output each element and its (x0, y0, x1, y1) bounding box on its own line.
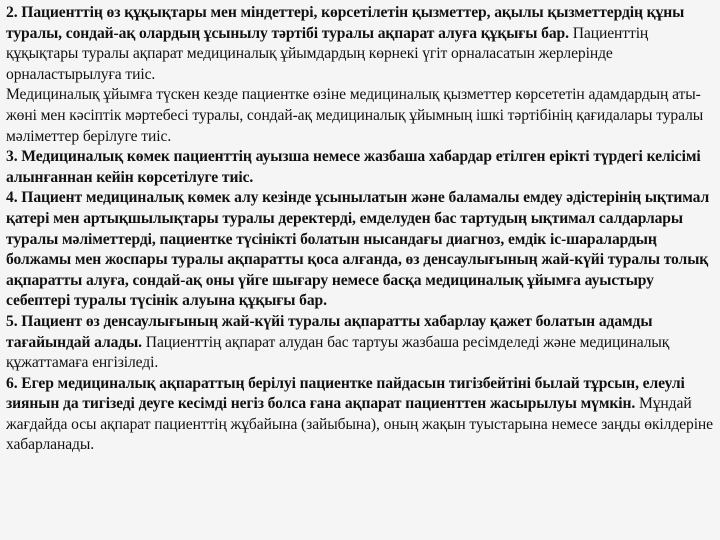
paragraph-text: Мұндай жағдайда осы ақпарат пациенттің жұбайына (зайыбына), оның жақын туыстарына немесе заңды өкілдеріне хабарланады. (6, 395, 713, 454)
paragraph-bold-text: 2. Пациенттің өз құқықтары мен міндеттері, көрсетілетін қызметтер, ақылы қызметтердің құны туралы, сондай-ақ олардың ұсынылу тәртібі туралы ақпарат алуға құқығы бар. (6, 4, 685, 42)
paragraph-bold-text: 6. Егер медициналық ақпараттың берілуі пациентке пайдасын тигізбейтіні былай тұрсын, елеулі зиянын да тигізеді деуге кесімді негіз болса ғана ақпарат пациенттен жасырылуы мүмкін. (6, 374, 685, 413)
paragraph-admission-info (6, 85, 714, 147)
paragraph-text: Пациенттің құқықтары туралы ақпарат медициналық ұйымдардың көрнекі үгіт орналасатын жерлерінде орналастырылуға тиіс. (6, 24, 649, 83)
paragraph-point-3 (6, 147, 714, 188)
paragraph-text: Медициналық ұйымға түскен кезде пациентке өзіне медициналық қызметтер көрсететін адамдардың аты-жөні мен кәсіптік мәртебесі туралы, сондай-ақ медициналық ұйымның ішкі тәртібінің қағидалары туралы мәліметтер берілуге тиіс. (6, 86, 704, 145)
paragraph-text: Пациенттің ақпарат алудан бас тартуы жазбаша ресімделеді және медициналық құжаттамаға енгізіледі. (6, 333, 670, 372)
paragraph-bold-text: 4. Пациент медициналық көмек алу кезінде ұсынылатын және баламалы емдеу әдістерінің ықтимал қатері мен артықшылықтары туралы деректерді, емделуден бас тартудың ықтимал салдарлары туралы мәліметтерді, пациентке түсінікті болатын нысандағы диагноз, емдік іс-шаралардың болжамы мен жоспары туралы ақпаратты қоса алғанда, өз денсаулығының жай-күйі туралы толық ақпаратты алуға, сондай-ақ оны үйге шығару немесе басқа медициналық ұйымға ауыстыру себептері туралы түсінік алуына құқығы бар. (6, 189, 710, 310)
paragraph-point-2 (6, 3, 714, 85)
paragraph-bold-text: 5. Пациент өз денсаулығының жай-күйі туралы ақпаратты хабарлау қажет болатын адамды тағайындай алады. (6, 312, 653, 351)
paragraph-point-5 (6, 312, 714, 374)
paragraph-point-4 (6, 188, 714, 312)
paragraph-bold-text: 3. Медициналық көмек пациенттің ауызша немесе жазбаша хабардар етілген ерікті түрдегі келісімі алынғаннан кейін көрсетілуге тиіс. (6, 148, 701, 186)
paragraph-point-6 (6, 374, 714, 456)
